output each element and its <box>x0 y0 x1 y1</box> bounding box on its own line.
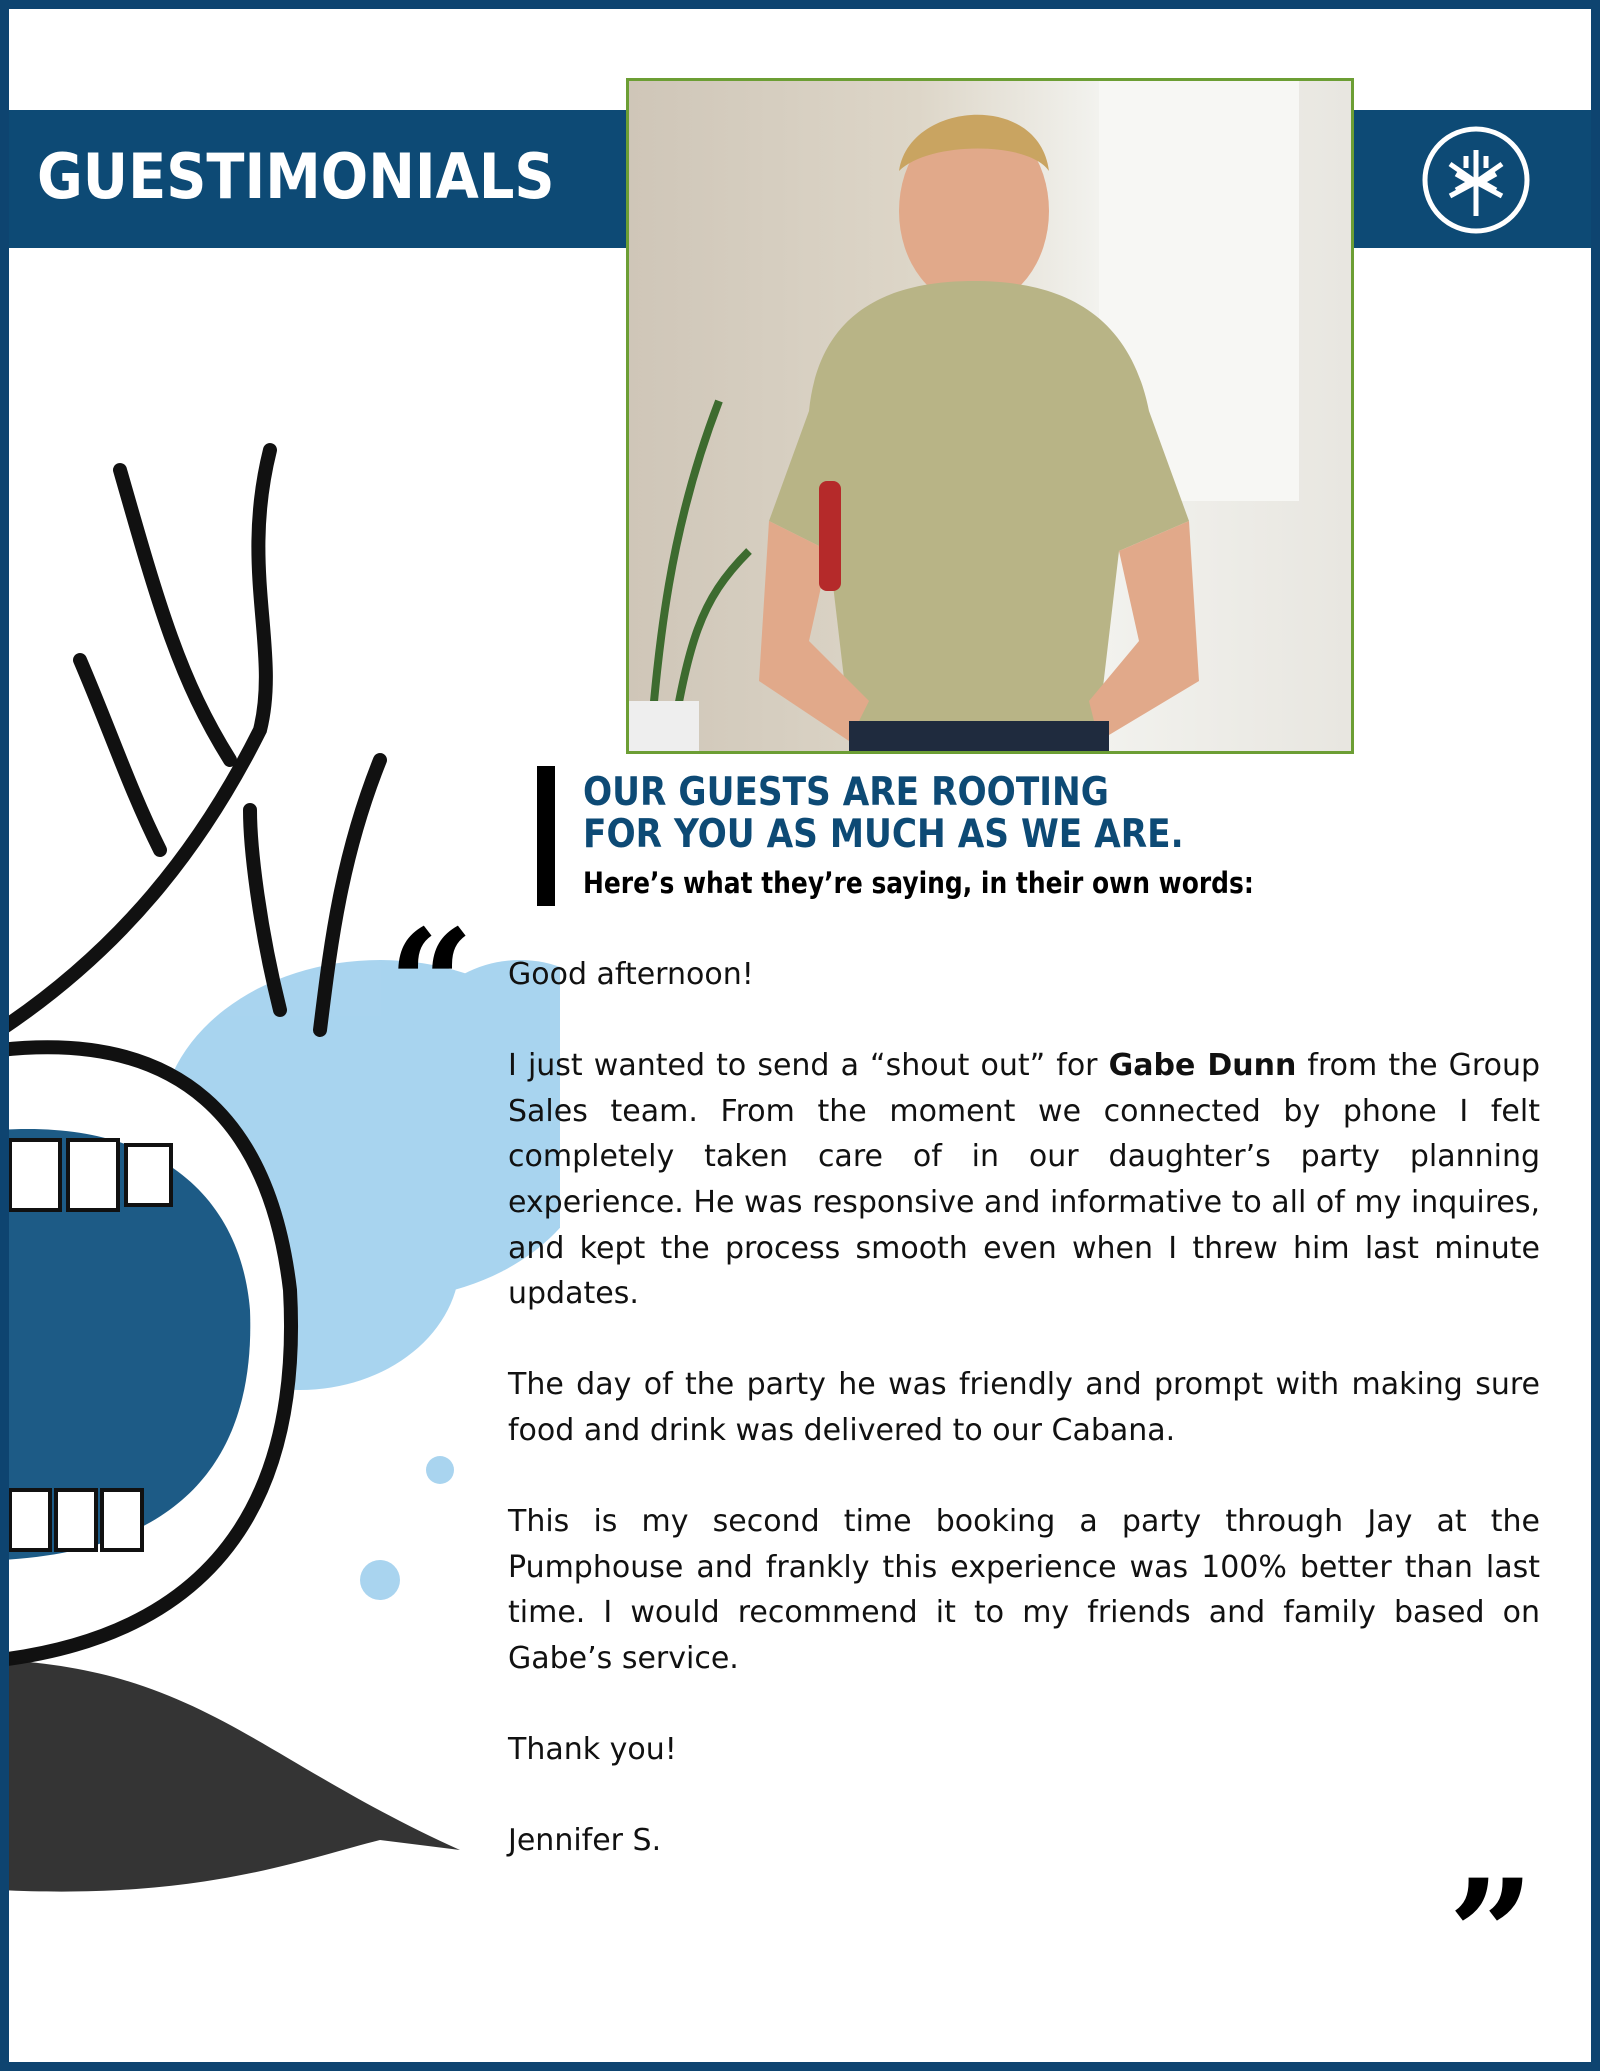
headline-line-1: OUR GUESTS ARE ROOTING <box>583 770 1109 815</box>
paragraph-2: The day of the party he was friendly and prompt with making sure food and drink was delivered to our Cabana. <box>508 1367 1540 1448</box>
snowflake-leaf-logo-icon <box>1420 124 1532 236</box>
testimonial-body <box>508 952 1540 1909</box>
paragraph-3: This is my second time booking a party through Jay at the Pumphouse and frankly this experience was 100% better than last time. I would recommend it to my friends and family based on Gabe’s service. <box>508 1504 1540 1676</box>
headline-line-2: FOR YOU AS MUCH AS WE ARE. <box>583 812 1184 857</box>
greeting: Good afternoon! <box>508 957 754 992</box>
page-title: GUESTIMONIALS <box>37 140 555 213</box>
headline <box>583 772 1184 856</box>
staff-name: Gabe Dunn <box>1108 1048 1297 1084</box>
paragraph-1 <box>508 1043 1540 1317</box>
p1-text-start: I just wanted to send a “shout out” for <box>508 1048 1109 1084</box>
staff-photo <box>626 78 1354 754</box>
signature: Jennifer S. <box>508 1823 662 1859</box>
tree-mouth-illustration <box>0 430 560 1930</box>
thanks: Thank you! <box>508 1732 677 1768</box>
open-quote-icon: “ <box>388 897 475 1073</box>
close-quote-icon: ” <box>1448 1847 1535 2023</box>
p1-text-end: from the Group Sales team. From the moment we connected by phone I felt completely taken care of in our daughter’s party planning experience. He was responsive and informative to all of my inquires, and kept the process smooth even when I threw him last minute updates. <box>508 1048 1541 1312</box>
subheading: Here’s what they’re saying, in their own words: <box>583 866 1254 900</box>
